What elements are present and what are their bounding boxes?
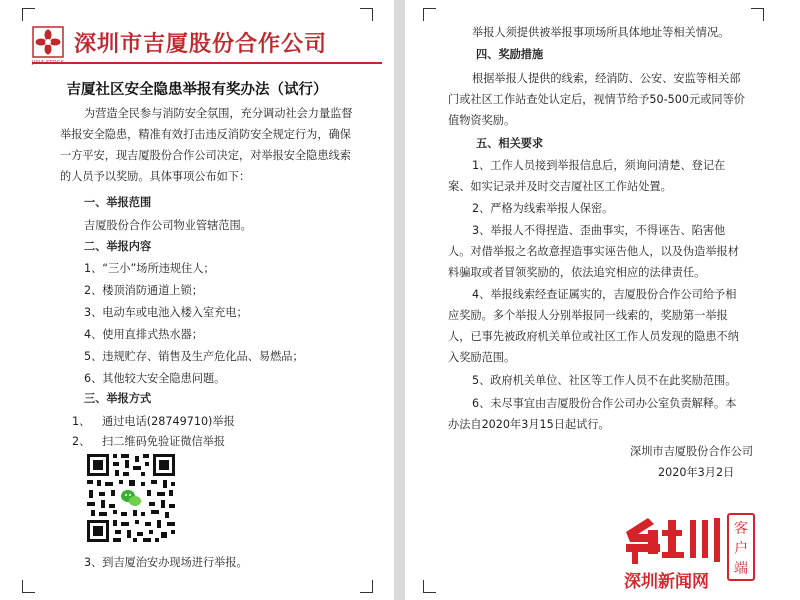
company-name: 深圳市吉厦股份合作公司 <box>74 31 328 57</box>
signature-org: 深圳市吉厦股份合作公司 <box>630 445 754 458</box>
section-text: 人。对借举报之名故意捏造事实诬告他人，以及伪造举报材 <box>448 245 739 258</box>
intro-line: 的人员予以奖励。具体事项公布如下： <box>60 170 251 183</box>
wechat-qr-code-icon[interactable] <box>85 452 177 544</box>
section-text: 案、如实记录并及时交吉厦社区工作站处置。 <box>448 180 672 193</box>
company-logo-icon <box>32 26 64 66</box>
section-heading: 二、举报内容 <box>84 240 152 253</box>
sznews-watermark-logo-icon <box>618 512 788 596</box>
section-heading: 四、奖励措施 <box>476 48 544 61</box>
list-item: 6、其他较大安全隐患问题。 <box>84 372 226 385</box>
intro-line: 举报安全隐患，精准有效打击违反消防安全规定行为，确保 <box>60 128 351 141</box>
section-text: 料骗取或者冒领奖励的，依法追究相应的法律责任。 <box>448 266 706 279</box>
signature-date: 2020年3月2日 <box>658 466 735 479</box>
section-text: 入奖励范围。 <box>448 351 516 364</box>
crop-mark <box>423 8 436 21</box>
crop-mark <box>751 8 764 21</box>
section-text: 办法自2020年3月15日起试行。 <box>448 418 610 431</box>
section-text: 4、举报线索经查证属实的，吉厦股份合作公司给予相 <box>472 288 737 301</box>
section-text: 门或社区工作站查处认定后，视情节给予50-500元或同等价 <box>448 93 745 106</box>
list-item: 1、“三小”场所违规住人； <box>84 262 215 275</box>
list-item: 3、到吉厦治安办现场进行举报。 <box>84 556 248 569</box>
section-heading: 一、举报范围 <box>84 196 152 209</box>
list-item: 2、楼顶消防通道上锁； <box>84 284 203 297</box>
list-item: 3、电动车或电池入楼入室充电； <box>84 306 248 319</box>
left-page <box>0 0 394 600</box>
list-item-number: 1、 <box>72 415 91 428</box>
section-text: 3、举报人不得捏造、歪曲事实，不得诬告、陷害他 <box>472 224 726 237</box>
watermark-logo-text: 深圳新闻网 <box>624 572 709 592</box>
watermark-side-char: 端 <box>734 561 748 577</box>
section-text: 2、严格为线索举报人保密。 <box>472 202 614 215</box>
section-text: 应奖励。多个举报人分别举报同一线索的，奖励第一举报 <box>448 309 728 322</box>
section-heading: 五、相关要求 <box>476 137 544 150</box>
header-divider <box>32 62 382 64</box>
section-text: 吉厦股份合作公司物业管辖范围。 <box>84 219 252 232</box>
wechat-report-method: 扫二维码免验证微信举报 <box>102 435 226 448</box>
section-text: 值物资奖励。 <box>448 114 516 127</box>
document-title: 吉厦社区安全隐患举报有奖办法（试行） <box>66 82 328 98</box>
section-text: 人，已事先被政府机关单位或社区工作人员发现的隐患不纳 <box>448 330 739 343</box>
section-text: 根据举报人提供的线索，经消防、公安、安监等相关部 <box>472 72 741 85</box>
intro-line: 一方平安，现吉厦股份合作公司决定，对举报安全隐患线索 <box>60 149 351 162</box>
crop-mark <box>423 580 436 593</box>
section-text: 1、工作人员接到举报信息后，须询问清楚、登记在 <box>472 159 726 172</box>
crop-mark <box>360 8 373 21</box>
crop-mark <box>360 580 373 593</box>
intro-line: 为营造全民参与消防安全氛围，充分调动社会力量监督 <box>84 107 353 120</box>
crop-mark <box>22 8 35 21</box>
section-text: 5、政府机关单位、社区等工作人员不在此奖励范围。 <box>472 374 737 387</box>
section-heading: 三、举报方式 <box>84 392 152 405</box>
report-address-note: 举报人须提供被举报事项场所具体地址等相关情况。 <box>472 26 730 39</box>
company-header <box>32 26 328 66</box>
list-item: 4、使用直排式热水器； <box>84 328 203 341</box>
list-item: 5、违规贮存、销售及生产危化品、易燃品； <box>84 350 304 363</box>
watermark-side-char: 客 <box>734 521 748 537</box>
watermark-side-char: 户 <box>734 541 748 557</box>
list-item-number: 2、 <box>72 435 91 448</box>
phone-report-method: 通过电话(28749710)举报 <box>102 415 235 428</box>
crop-mark <box>22 580 35 593</box>
logo-subtext: JIXIA STOCK <box>32 60 64 66</box>
section-text: 6、未尽事宜由吉厦股份合作公司办公室负责解释。本 <box>472 397 737 410</box>
